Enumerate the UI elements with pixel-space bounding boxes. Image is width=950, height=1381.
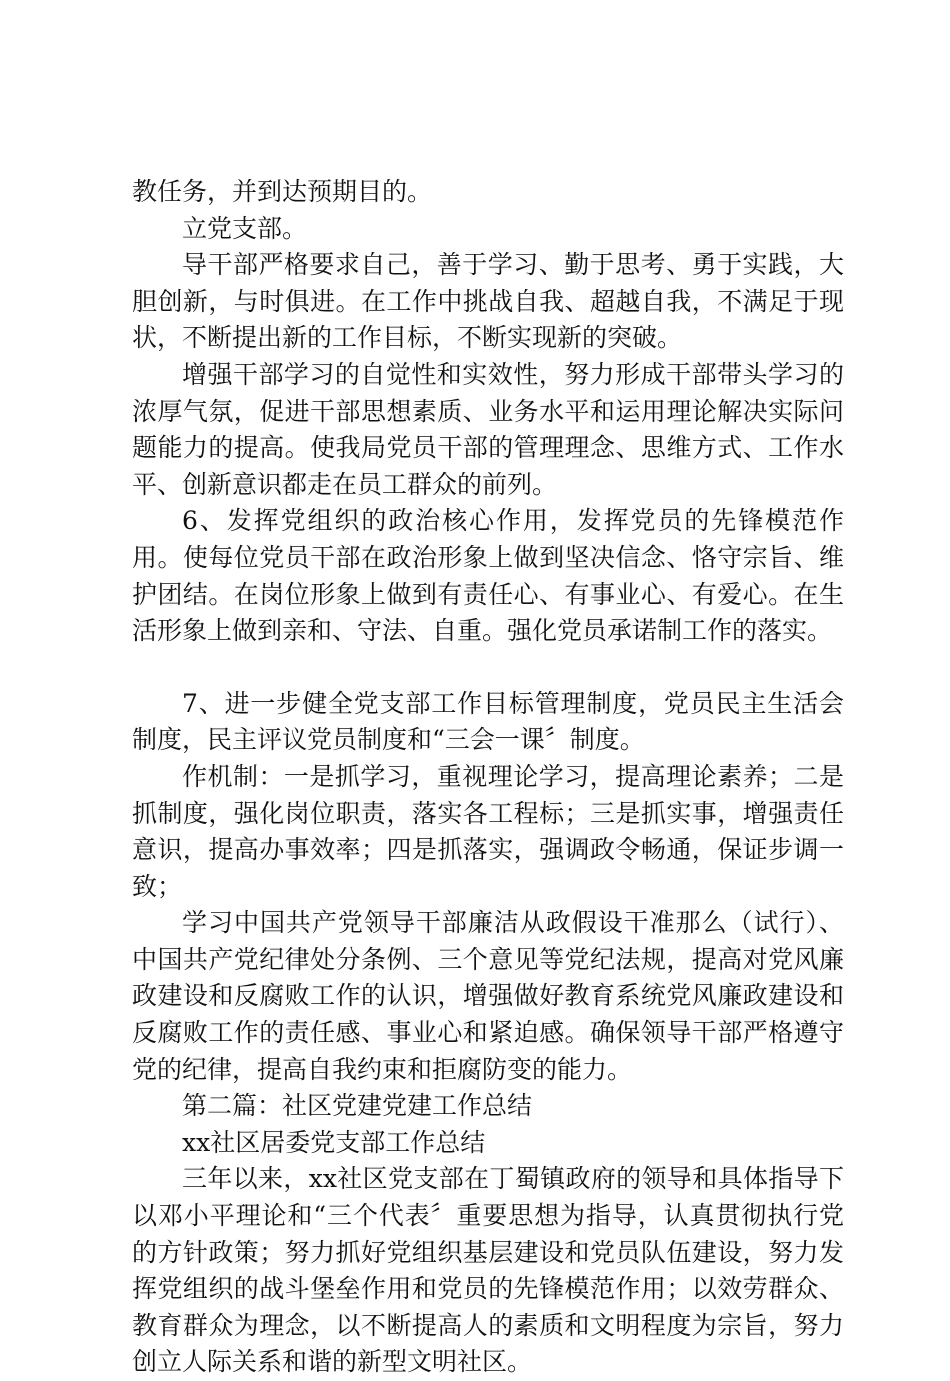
paragraph-4: 增强干部学习的自觉性和实效性，努力形成干部带头学习的浓厚气氛，促进干部思想素质、业务水平和运用理论解决实际问题能力的提高。使我局党员干部的管理理念、思维方式、工作水平、创新意识都走在员工群众的前列。 (132, 359, 844, 499)
section-heading: 第二篇：社区党建党建工作总结 (182, 1091, 533, 1121)
paragraph-7: 作机制：一是抓学习，重视理论学习，提高理论素养；二是抓制度，强化岗位职责，落实各工程标；三是抓实事，增强责任意识，提高办事效率；四是抓落实，强调政令畅通，保证步调一致； (132, 761, 844, 901)
paragraph-8: 学习中国共产党领导干部廉洁从政假设干准那么（试行）、中国共产党纪律处分条例、三个意见等党纪法规，提高对党风廉政建设和反腐败工作的认识，增强做好教育系统党风廉政建设和反腐败工作的责任感、事业心和紧迫感。确保领导干部严格遵守党的纪律，提高自我约束和拒腐防变的能力。 (132, 908, 844, 1084)
paragraph-gap (132, 650, 844, 686)
paragraph-2: 立党支部。 (182, 213, 308, 243)
paragraph-5: 6、发挥党组织的政治核心作用，发挥党员的先锋模范作用。使每位党员干部在政治形象上做到坚决信念、恪守宗旨、维护团结。在岗位形象上做到有责任心、有事业心、有爱心。在生活形象上做到亲和、守法、自重。强化党员承诺制工作的落实。 (132, 506, 844, 646)
paragraph-9: 三年以来，xx社区党支部在丁蜀镇政府的领导和具体指导下以邓小平理论和“三个代表〞重要思想为指导，认真贯彻执行党的方针政策；努力抓好党组织基层建设和党员队伍建设，努力发挥党组织的战斗堡垒作用和党员的先锋模范作用；以效劳群众、教育群众为理念，以不断提高人的素质和文明程度为宗旨，努力创立人际关系和谐的新型文明社区。 (132, 1164, 844, 1377)
paragraph-1: 教任务，并到达预期目的。 (132, 177, 433, 206)
document-page (132, 174, 844, 1381)
section-subheading: xx社区居委党支部工作总结 (182, 1127, 486, 1157)
paragraph-3: 导干部严格要求自己，善于学习、勤于思考、勇于实践，大胆创新，与时俱进。在工作中挑战自我、超越自我，不满足于现状，不断提出新的工作目标，不断实现新的突破。 (132, 250, 844, 353)
paragraph-6: 7、进一步健全党支部工作目标管理制度，党员民主生活会制度，民主评议党员制度和“三会一课〞制度。 (132, 688, 844, 755)
